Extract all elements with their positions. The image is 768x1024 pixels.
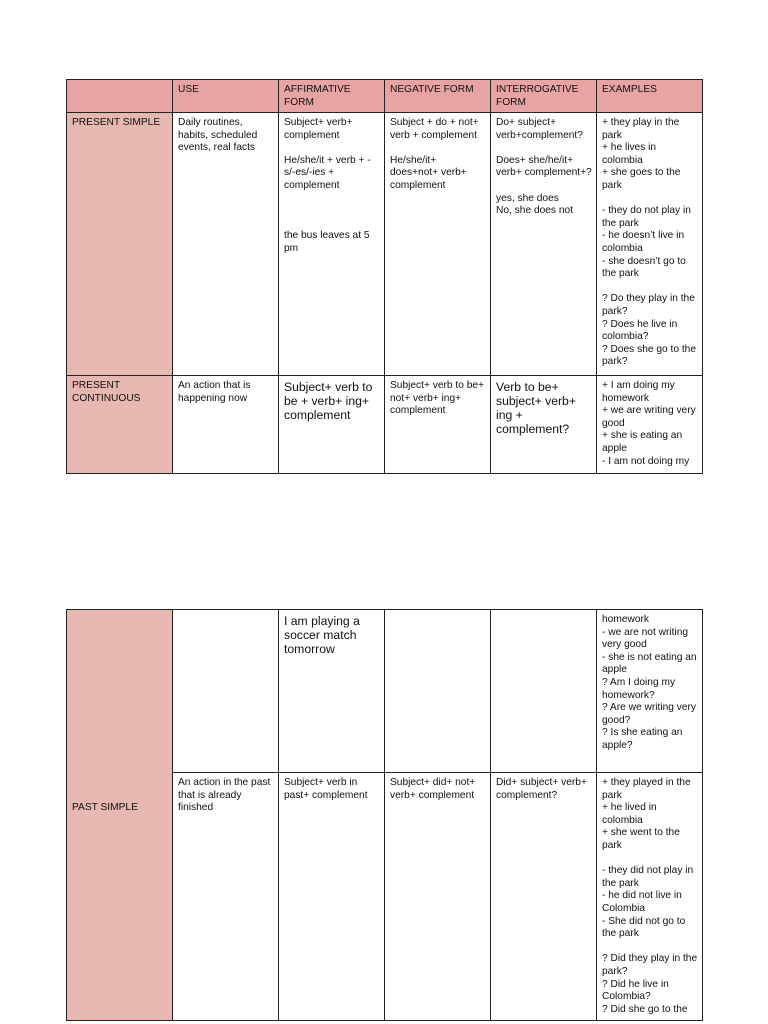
cell-affirmative: Subject+ verb+ complement He/she/it + verb + -s/-es/-ies + complement the bus leaves at 5 pm: [279, 113, 385, 376]
cell-examples: homework - we are not writing very good - she is not eating an apple ? Am I doing my homework? ? Are we writing very good? ? Is she eating an apple?: [597, 610, 703, 773]
cell-use: An action that is happening now: [173, 376, 279, 474]
header-cell-affirmative: AFFIRMATIVE FORM: [279, 80, 385, 113]
cell-affirmative: Subject+ verb in past+ complement: [279, 773, 385, 1021]
row-present-continuous: [67, 376, 703, 474]
cell-negative: Subject + do + not+ verb + complement He/she/it+ does+not+ verb+ complement: [385, 113, 491, 376]
cell-examples: + they play in the park + he lives in colombia + she goes to the park - they do not play in the park - he doesn’t live in colombia - she doesn’t go to the park ? Do they play in the park? ? Does he live in colombia? ? Does she go to the park?: [597, 113, 703, 376]
tenses-table-1: [66, 79, 703, 474]
header-row: [67, 80, 703, 113]
cell-examples: + I am doing my homework + we are writing very good + she is eating an apple - I am not doing my: [597, 376, 703, 474]
header-cell-interrogative: INTERROGATIVE FORM: [491, 80, 597, 113]
cell-negative: Subject+ verb to be+ not+ verb+ ing+ complement: [385, 376, 491, 474]
row-present-continuous-continued: [67, 610, 703, 773]
row-label-past-simple: PAST SIMPLE: [72, 802, 138, 814]
tenses-table-2: [66, 609, 703, 1021]
cell-interrogative: [491, 610, 597, 773]
row-present-simple: [67, 113, 703, 376]
cell-interrogative: Do+ subject+ verb+complement? Does+ she/he/it+ verb+ complement+? yes, she does No, she does not: [491, 113, 597, 376]
cell-use: An action in the past that is already finished: [173, 773, 279, 1021]
cell-affirmative: Subject+ verb to be + verb+ ing+ complement: [279, 376, 385, 474]
cell-affirmative: I am playing a soccer match tomorrow: [279, 610, 385, 773]
cell-use: [173, 610, 279, 773]
cell-negative: Subject+ did+ not+ verb+ complement: [385, 773, 491, 1021]
row-label-continued: [67, 623, 172, 786]
header-cell-use: USE: [173, 80, 279, 113]
cell-use: Daily routines, habits, scheduled events, real facts: [173, 113, 279, 376]
row-label-present-simple: PRESENT SIMPLE: [67, 113, 173, 376]
cell-negative: [385, 610, 491, 773]
cell-interrogative: Did+ subject+ verb+ complement?: [491, 773, 597, 1021]
row-label-present-continuous: PRESENT CONTINUOUS: [67, 376, 173, 474]
header-cell-blank: [67, 80, 173, 113]
row-label-past-simple-merged: [67, 610, 173, 1021]
header-cell-examples: EXAMPLES: [597, 80, 703, 113]
header-cell-negative: NEGATIVE FORM: [385, 80, 491, 113]
cell-examples: + they played in the park + he lived in colombia + she went to the park - they did not play in the park - he did not live in Colombia - She did not go to the park ? Did they play in the park? ? Did he live in Colombia? ? Did she go to the: [597, 773, 703, 1021]
cell-interrogative: Verb to be+ subject+ verb+ ing + complement?: [491, 376, 597, 474]
